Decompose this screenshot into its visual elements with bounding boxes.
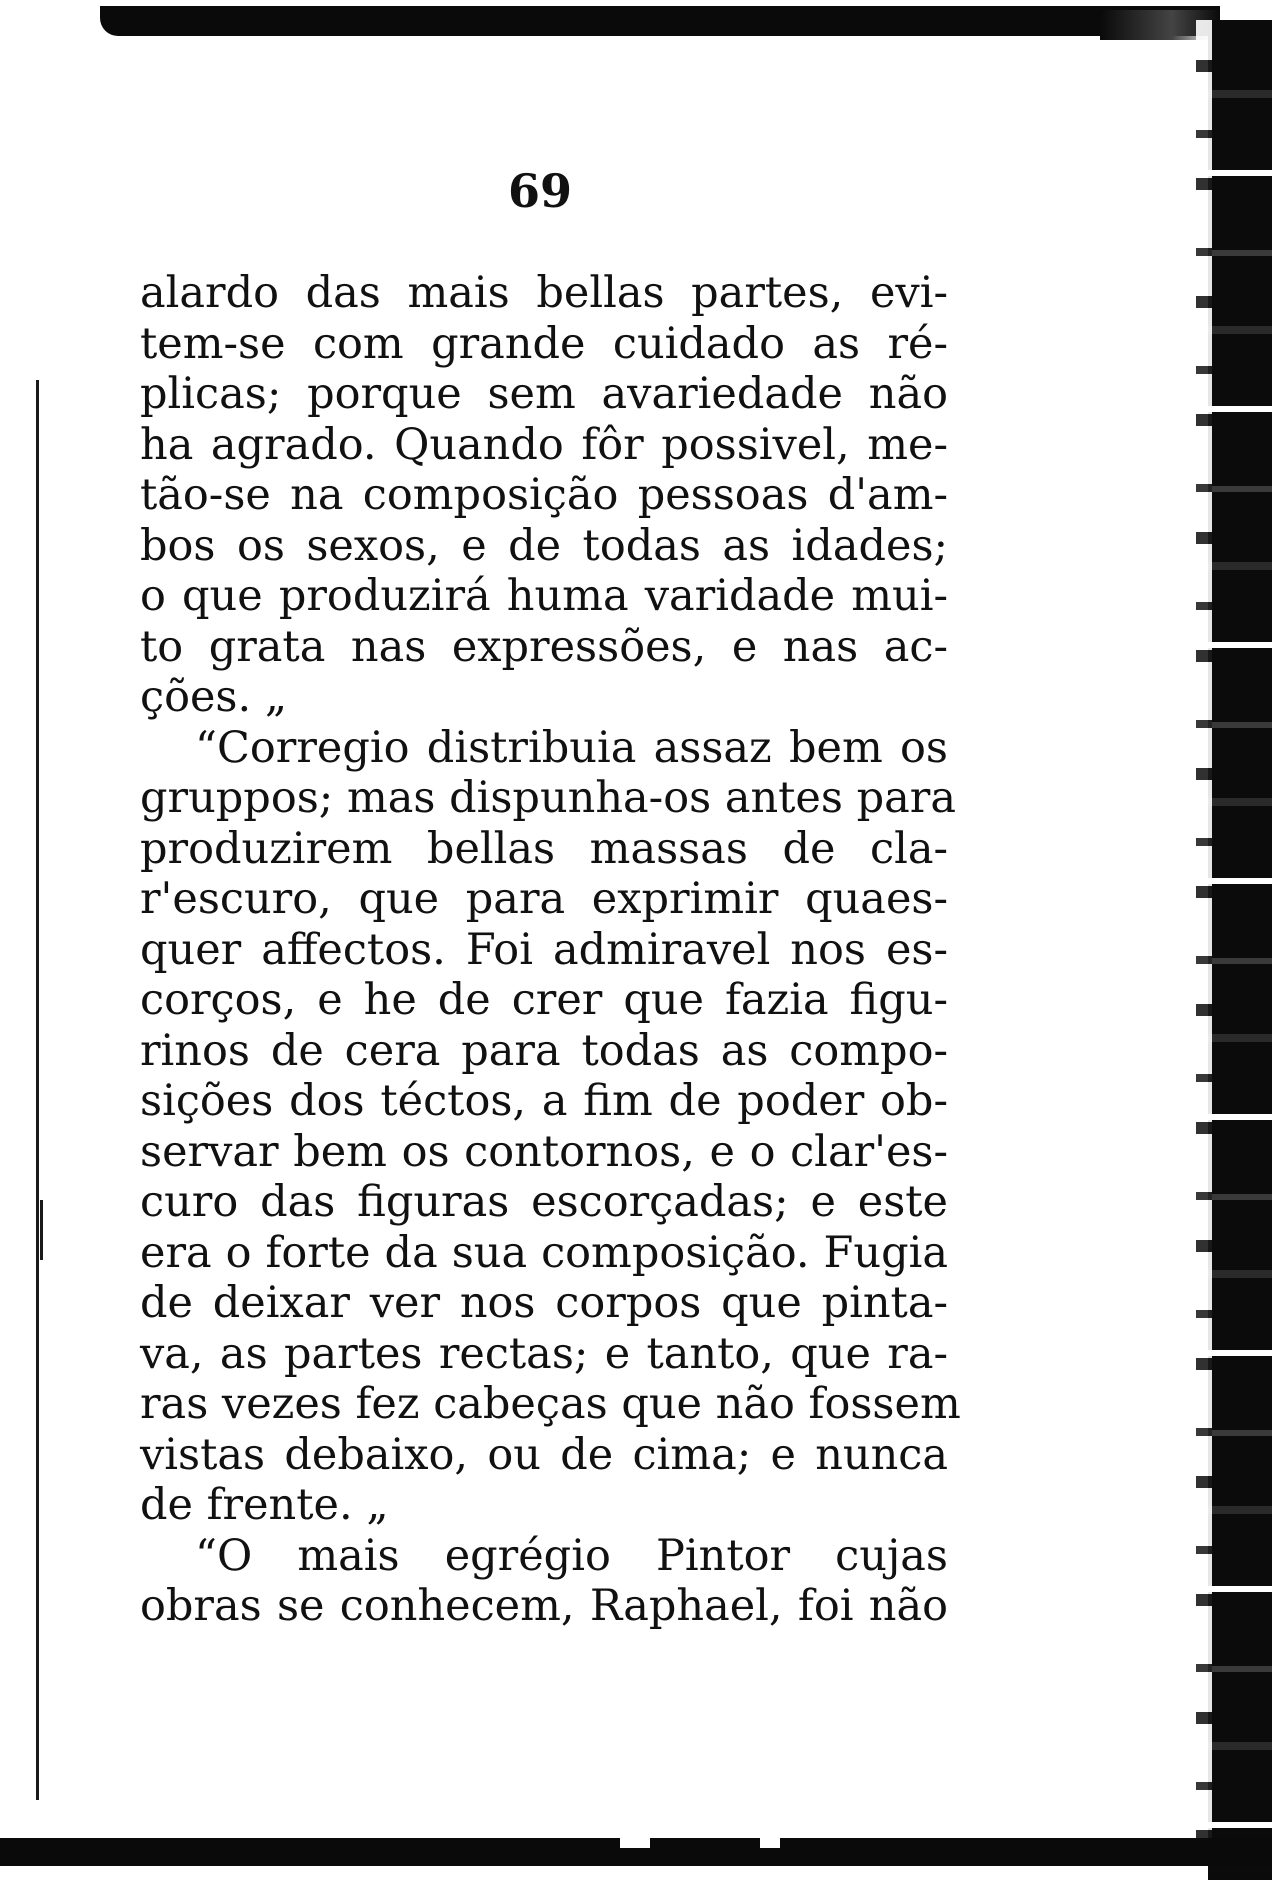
text-block [140,268,961,1632]
text-line: vistas debaixo, ou de cima; e nunca [140,1429,948,1480]
text-line: ras vezes fez cabeças que não fossem [140,1379,961,1429]
scan-right-edge-inner [1196,20,1212,1840]
text-line: r'escuro, que para exprimir quaes- [140,874,948,924]
text-line: sições dos téctos, a fim de poder ob- [140,1076,948,1126]
text-line: plicas; porque sem avariedade não [140,369,948,419]
text-line-paragraph-end: ções. „ [140,672,288,722]
text-line: servar bem os contornos, e o clar'es- [140,1126,948,1177]
text-line: bos os sexos, e de todas as idades; [140,520,948,571]
scan-bottom-gap [760,1836,780,1848]
text-line: tão-se na composição pessoas d'am- [140,470,948,520]
text-line: rinos de cera para todas as compo- [140,1025,948,1076]
text-line: corços, e he de crer que fazia figu- [140,975,948,1025]
text-line: curo das figuras escorçadas; e este [140,1177,948,1227]
text-line: to grata nas expressões, e nas ac- [140,621,948,672]
page-number: 69 [507,164,572,218]
text-line-paragraph-end: de frente. „ [140,1480,389,1530]
text-line: alardo das mais bellas partes, evi- [140,268,948,318]
scan-bottom-gap [620,1836,650,1848]
text-line: gruppos; mas dispunha-os antes para [140,773,956,823]
text-line: va, as partes rectas; e tanto, que ra- [140,1328,948,1379]
text-line: quer affectos. Foi admiravel nos es- [140,924,948,975]
scan-right-edge [1208,20,1272,1880]
text-line: o que produzirá huma varidade mui- [140,571,948,621]
text-line-paragraph-start: “Corregio distribuia assaz bem os [195,722,948,773]
scan-left-tick [40,1200,43,1260]
text-line-paragraph-start: “O mais egrégio Pintor cujas [195,1530,948,1581]
text-line: de deixar ver nos corpos que pinta- [140,1278,948,1328]
scan-top-edge [100,6,1220,36]
scan-left-rule [36,380,39,1800]
text-line: produzirem bellas massas de cla- [140,823,948,874]
text-line: obras se conhecem, Raphael, foi não [140,1581,948,1631]
text-line: era o forte da sua composição. Fugia [140,1227,948,1278]
text-line: ha agrado. Quando fôr possivel, me- [140,419,948,470]
text-line: tem-se com grande cuidado as ré- [140,318,948,369]
